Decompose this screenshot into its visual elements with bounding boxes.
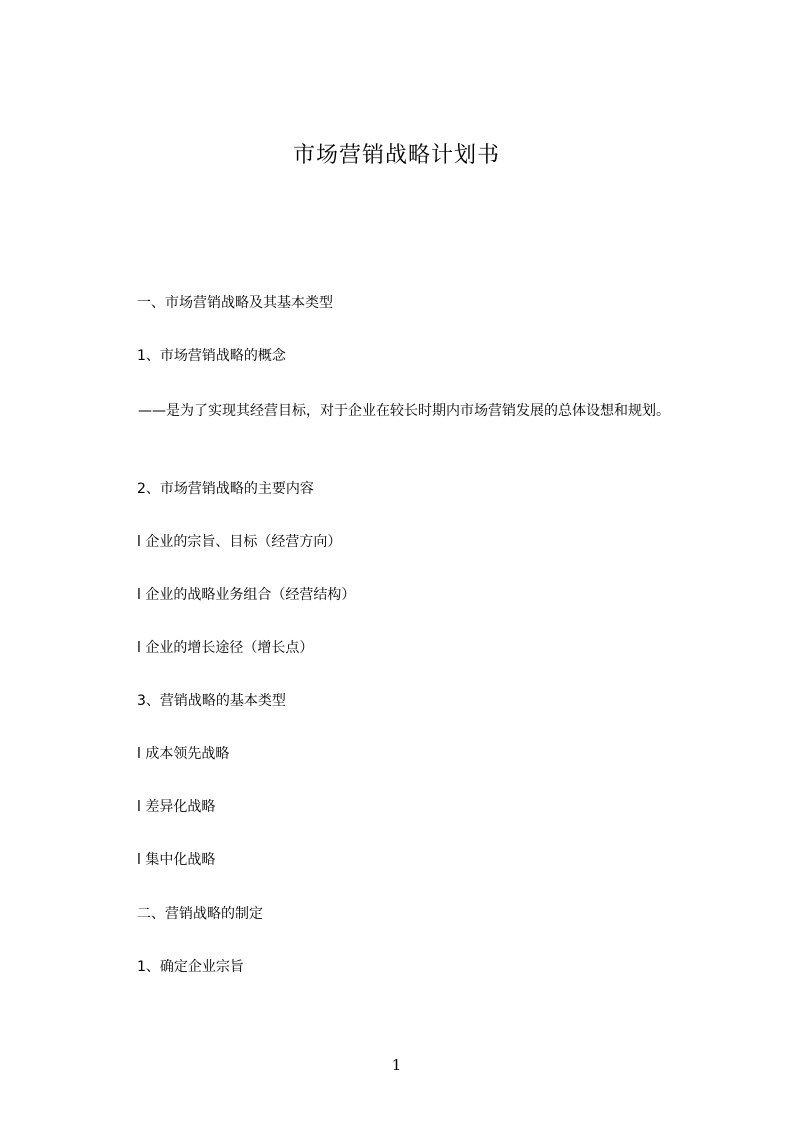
section-1-heading: 一、市场营销战略及其基本类型 [137,295,333,311]
section-2-heading: 二、营销战略的制定 [137,906,263,922]
list-item-content-3: l 企业的增长途径（增长点） [137,640,314,656]
definition-paragraph: ——是为了实现其经营目标，对于企业在较长时期内市场营销发展的总体设想和规划。 [138,403,670,419]
subheading-basic-types: 3、营销战略的基本类型 [137,693,286,709]
page-number: 1 [391,1056,402,1074]
document-title: 市场营销战略计划书 [292,143,500,168]
list-item-type-1: l 成本领先战略 [137,746,230,762]
subheading-mission: 1、确定企业宗旨 [137,959,244,975]
list-item-type-2: l 差异化战略 [137,799,216,815]
subheading-main-content: 2、市场营销战略的主要内容 [137,481,314,497]
list-item-content-1: l 企业的宗旨、目标（经营方向） [137,534,342,550]
list-item-type-3: l 集中化战略 [137,852,216,868]
list-item-content-2: l 企业的战略业务组合（经营结构） [137,587,356,603]
subheading-concept: 1、市场营销战略的概念 [137,348,286,364]
